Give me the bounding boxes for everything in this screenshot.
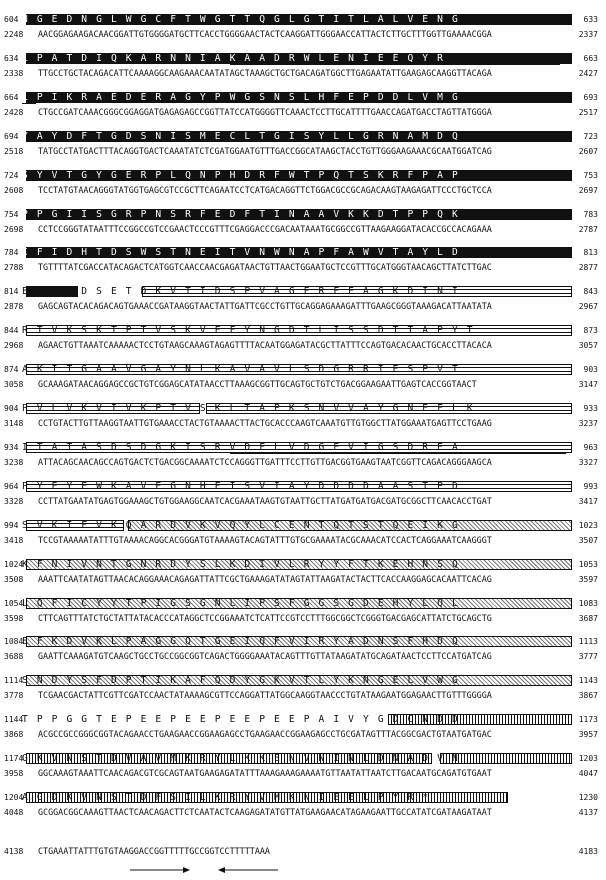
- nt-end-number: 4137: [578, 808, 598, 817]
- nt-end-number: 3237: [578, 419, 598, 428]
- motif-underline: [230, 453, 566, 454]
- arrow-left-icon: [218, 865, 278, 875]
- nt-end-number: 3597: [578, 574, 598, 584]
- protein-sequence: PVLVKVIVKPTVSKLTAPKSNVVAYGNEFLK: [22, 403, 482, 414]
- aa-end-number: 663: [583, 53, 598, 63]
- aa-end-number: 903: [583, 365, 598, 375]
- aa-end-number: 1083: [578, 598, 598, 608]
- aa-start-number: 724: [4, 170, 19, 180]
- aa-start-number: 754: [4, 209, 19, 219]
- protein-sequence: EFKDVKLPAGGQTGEIQFVIRYADNSFHDQ: [22, 636, 467, 648]
- dna-sequence: AAATTCAATATAGTTAACACAGGAAACAGAGATTATTCGCTGAAAGATATAGTATTAAGATACTACTTCACCAAGGAGCACAATTCACAG: [38, 573, 492, 584]
- protein-sequence: YAYDFTGDSNISMECLTGISYLLGRNAMDQ: [22, 130, 467, 142]
- aa-end-number: 843: [583, 287, 598, 297]
- motif-underline: [22, 103, 36, 104]
- nt-end-number: 4047: [578, 769, 598, 779]
- protein-sequence: RTVKSKTPTVSKVEFYNGDTLISSDTTAPYT: [22, 325, 482, 337]
- aa-start-number: 1204: [4, 793, 24, 802]
- protein-sequence: AKITGAAVGAYNLKAVAVLSDGRRIESPVT: [22, 364, 467, 376]
- aa-start-number: 1174: [4, 754, 24, 764]
- nt-end-number: 2697: [578, 185, 598, 195]
- protein-sequence: TPPGGTEPEEPEEPEEPEEPAIVYGDCNDD: [22, 714, 467, 726]
- nt-start-number: 4048: [4, 808, 24, 817]
- aa-end-number: 1023: [578, 520, 598, 530]
- dna-sequence: CTGCCGATCAAACGGGCGGAGGATGAGAGAGCCGGTTATCCATGGGGTTCAAACTCCTTGCATTTTGAACCAGATGACCTAGTTATGGGA: [38, 106, 492, 117]
- protein-sequence: AGDKVNSTDFSILKRYVMKNIEELPYR*: [22, 792, 438, 803]
- aa-end-number: 873: [583, 326, 598, 336]
- aa-start-number: 904: [4, 404, 19, 413]
- nt-start-number: 2248: [4, 30, 24, 39]
- protein-sequence: SVKIFVKQARDVKVQYLCENTQTSTQEIKG: [22, 519, 467, 531]
- nt-start-number: 3058: [4, 380, 24, 390]
- aa-end-number: 933: [583, 404, 598, 413]
- sequence-block: [0, 752, 606, 782]
- sequence-block: [0, 713, 606, 743]
- protein-sequence: CFIDHTDSWSTNEITVNWNAPFAWVTAYLD: [22, 247, 467, 259]
- nt-start-number: 3328: [4, 496, 24, 506]
- dna-sequence: TCGAACGACTATTCGTTCGATCCAACTATAAAAGCGTTCCAGGATTATGGCAAGGTAACCCTGTATAAGAATGGAGAACTTGTTTGGGGA: [38, 690, 492, 701]
- sequence-block: [0, 830, 606, 860]
- dna-sequence: CCTGTACTTGTTAAGGTAATTGTGAAACCTACTGTAAAACTTACTGCACCCAAGTCAAATGTTGTGGCTTATGGAAATGAGTTCCTGAAG: [38, 418, 492, 428]
- protein-sequence: SNDYSFDPTIKAFQDYGKVTLYKNGELVWG: [22, 675, 467, 687]
- sequence-block: [0, 130, 606, 160]
- aa-start-number: 1054: [4, 598, 24, 608]
- nt-start-number: 2518: [4, 146, 24, 156]
- aa-end-number: 1143: [578, 676, 598, 686]
- nt-end-number: 3147: [578, 380, 598, 390]
- aa-end-number: 1173: [578, 715, 598, 725]
- aa-start-number: 814: [4, 287, 19, 297]
- dna-sequence: TATGCCTATGACTTTACAGGTGACTCAAATATCTCGATGGAATGTTTGACCGGCATAAGCTACCTGTTGGGAAGAAACGCAATGGATCAG: [38, 145, 492, 156]
- dna-sequence: TGTTTTATCGACCATACAGACTCATGGTCAACCAACGAGATAACTGTTAACTGGAATGCTCCGTTTGCATGGGTAACAGCTTATCTTGAC: [38, 262, 492, 273]
- aa-start-number: 1114: [4, 676, 24, 686]
- sequence-block: [0, 363, 606, 393]
- aa-end-number: 1053: [578, 559, 598, 569]
- dna-sequence: TCCTATGTAACAGGGTATGGTGAGCGTCCGCTTCAGAATCCTCATGACAGGTTCTGGACGCCGCAGACAAGTAAGAGATTCCCTGCTCCA: [38, 184, 492, 195]
- protein-sequence: KFNIVNTGNRDYSLKDIVLRYYFTKEHNSQ: [22, 558, 467, 570]
- nt-end-number: 2877: [578, 263, 598, 273]
- nt-end-number: 3327: [578, 457, 598, 467]
- protein-sequence: PPGIISGRPNSRFEDFTINAAVKKDTPPQK: [22, 208, 467, 220]
- sequence-block: [0, 324, 606, 354]
- nt-end-number: 4183: [578, 846, 598, 856]
- sequence-block: [0, 91, 606, 121]
- nt-end-number: 2337: [578, 30, 598, 39]
- protein-sequence: LQFICYYTPIGSGNLIPSFGGSGDEHYLQL: [22, 597, 467, 609]
- nt-end-number: 3957: [578, 730, 598, 740]
- aa-end-number: 1113: [578, 637, 598, 647]
- nt-start-number: 2788: [4, 263, 24, 273]
- dna-sequence: CTTCAGTTTATCTGCTATTATACACCCATAGGCTCCGGAAATCTCATTCCGTCCTTTGGCGGCTCGGGTGACGAGCATTATCTGCAGCTG: [38, 612, 492, 623]
- aa-start-number: 634: [4, 53, 19, 63]
- sequence-block: [0, 597, 606, 627]
- motif-underline: [230, 64, 560, 65]
- protein-sequence: EQYTDSETDKVTIDSPVAGERFEAGKDINI: [22, 286, 467, 298]
- aa-end-number: 723: [583, 131, 598, 141]
- aa-start-number: 934: [4, 442, 19, 452]
- forward-arrow: [130, 860, 190, 870]
- nt-start-number: 2878: [4, 302, 24, 312]
- protein-sequence: PYEYEWKAVEGNHEISVIAYDDDDAASTPD: [22, 480, 467, 492]
- nt-start-number: 2428: [4, 107, 24, 117]
- dna-sequence: CTGAAATTATTTGTGTAAGGACCGGTTTTTGCCGGTCCTTTTTAAA: [38, 845, 270, 856]
- sequence-block: [0, 285, 606, 315]
- nt-end-number: 2607: [578, 146, 598, 156]
- protein-sequence: ITATASDSDGKISRVDFLVDGEVIGSDREA: [22, 441, 467, 453]
- nt-end-number: 3687: [578, 613, 598, 623]
- aa-start-number: 844: [4, 326, 19, 336]
- aa-start-number: 664: [4, 92, 19, 102]
- sequence-block: [0, 558, 606, 588]
- protein-sequence: NGEDNGLWGCFTWGTTQGLGTITLALVENG: [22, 14, 467, 25]
- aa-end-number: 693: [583, 92, 598, 102]
- sequence-block: [0, 519, 606, 549]
- nt-end-number: 2967: [578, 302, 598, 312]
- sequence-block: [0, 169, 606, 199]
- aa-end-number: 783: [583, 209, 598, 219]
- aa-end-number: 633: [583, 15, 598, 24]
- nt-end-number: 2427: [578, 68, 598, 78]
- sequence-block: [0, 635, 606, 665]
- dna-sequence: GCGGACGGCAAAGTTAACTCAACAGACTTCTCAATACTCAAGAGATATGTTATGAAGAACATAGAAGAATTGCCATATCGATAAGATAAT: [38, 807, 492, 817]
- sequence-block: [0, 246, 606, 276]
- protein-sequence: LPATDIQKARNNIAKAADRWLENIEEQYR: [22, 52, 452, 64]
- protein-sequence: GKVNSTDVAVMKRYLKKENVNINLDNADVN: [22, 753, 467, 765]
- dna-sequence: ACGCCGCCGGGCGGTACAGAACCTGAAGAACCGGAAGAGCCTGAAGAACCGGAAGAGCCTGCGATAGTTTACGGCGACTGTAATGATGAC: [38, 729, 492, 740]
- nt-start-number: 3508: [4, 574, 24, 584]
- aa-start-number: 604: [4, 15, 19, 24]
- aa-start-number: 994: [4, 520, 19, 530]
- reverse-arrow: [218, 860, 278, 870]
- aa-start-number: 964: [4, 481, 19, 491]
- sequence-block: [0, 13, 606, 43]
- sequence-block: [0, 674, 606, 704]
- nt-start-number: 4138: [4, 846, 24, 856]
- nt-start-number: 3778: [4, 691, 24, 701]
- nt-start-number: 2608: [4, 185, 24, 195]
- nt-end-number: 2517: [578, 107, 598, 117]
- aa-end-number: 963: [583, 442, 598, 452]
- dna-sequence: GCAAAGATAACAGGAGCCGCTGTCGGAGCATATAACCTTAAAGCGGTTGCAGTGCTGTCTGACGGAAGAATTGAGTCACCGGTAACT: [38, 379, 477, 390]
- arrow-right-icon: [130, 865, 190, 875]
- protein-sequence: LPIKRAEDERAGYPWGSNSLHFEPDDLVMG: [22, 91, 467, 103]
- dna-sequence: TCCGTAAAAATATTTGTAAAACAGGCACGGGATGTAAAAGTACAGTATTTGTGCGAAAATACGCAAACATCCACTCAGGAAATCAAGGGT: [38, 534, 492, 545]
- aa-end-number: 1203: [578, 754, 598, 764]
- aa-start-number: 694: [4, 131, 19, 141]
- dna-sequence: GGCAAAGTAAATTCAACAGACGTCGCAGTAATGAAGAGATATTTAAAGAAAGAAAATGTTAATATTAATCTTGACAATGCAGATGTGAAT: [38, 768, 492, 779]
- sequence-block: [0, 402, 606, 432]
- nt-start-number: 3238: [4, 457, 24, 467]
- aa-start-number: 874: [4, 365, 19, 375]
- sequence-block: [0, 208, 606, 238]
- sequence-block: [0, 480, 606, 510]
- aa-end-number: 993: [583, 481, 598, 491]
- dna-sequence: AGAACTGTTAAATCAAAAACTCCTGTAAGCAAAGTAGAGTTTTACAATGGAGATACGCTTATTTCCAGTGACACAACTGCACCTTACACA: [38, 340, 492, 351]
- nt-start-number: 3418: [4, 535, 24, 545]
- nt-start-number: 2338: [4, 68, 24, 78]
- sequence-block: [0, 52, 606, 82]
- dna-sequence: CCTCCGGGTATAATTTCCGGCCGTCCGAACTCCCGTTTCGAGGACCCGACAATAAATGCGGCCGTTAAGAAGGATACACCGCCACAGAAA: [38, 223, 492, 234]
- sequence-block: [0, 791, 606, 821]
- aa-end-number: 813: [583, 248, 598, 258]
- dna-sequence: GAATTCAAAGATGTCAAGCTGCCTGCCGGCGGTCAGACTGGGGAAATACAGTTTGTTATAAGATATGCAGATAACTCCTTCCATGATCAG: [38, 651, 492, 662]
- dna-sequence: CCTTATGAATATGAGTGGAAAGCTGTGGAAGGCAATCACGAAATAAGTGTAATTGCTTATGATGATGACGATGCGGCTTCAACACCTGAT: [38, 495, 492, 506]
- nt-end-number: 3417: [578, 496, 598, 506]
- nt-start-number: 3868: [4, 730, 24, 740]
- nt-start-number: 3598: [4, 613, 24, 623]
- aa-end-number: 753: [583, 170, 598, 180]
- protein-sequence: SYVTGYGERPLQNPHDRFWTPQTSKRFPAP: [22, 169, 467, 181]
- nt-start-number: 2698: [4, 224, 24, 234]
- nt-start-number: 3958: [4, 769, 24, 779]
- aa-end-number: 1230: [578, 793, 598, 802]
- aa-start-number: 784: [4, 248, 19, 258]
- nt-end-number: 3507: [578, 535, 598, 545]
- nt-start-number: 3688: [4, 652, 24, 662]
- dna-sequence: ATTACAGCAACAGCCAGTGACTCTGACGGCAAAATCTCCAGGGTTGATTTCCTTGTTGACGGTGAAGTAATCGGTTCAGACAGGGAAGCA: [38, 456, 492, 467]
- aa-start-number: 1024: [4, 559, 24, 569]
- protein-sequence: [22, 831, 570, 842]
- dna-sequence: GAGCAGTACACAGACAGTGAAACCGATAAGGTAACTATTGATTCGCCTGTTGCAGGAGAAAGATTTGAAGCGGGTAAAGACATTAATATA: [38, 301, 492, 312]
- nt-end-number: 3057: [578, 341, 598, 351]
- nt-end-number: 3867: [578, 691, 598, 701]
- aa-start-number: 1084: [4, 637, 24, 647]
- nt-end-number: 3777: [578, 652, 598, 662]
- sequence-block: [0, 441, 606, 471]
- nt-start-number: 2968: [4, 341, 24, 351]
- nt-start-number: 3148: [4, 419, 24, 428]
- dna-sequence: TTGCCTGCTACAGACATTCAAAAGGCAAGAAACAATATAGCTAAAGCTGCTGACAGATGGCTTGAGAATATTGAAGAGCAAGGTTACAGA: [38, 67, 492, 78]
- dna-sequence: AACGGAGAAGACAACGGATTGTGGGGATGCTTCACCTGGGGAACTACTCAAGGATTGGGAACCATTACTCTTGCTTTGGTTGAAAACGGA: [38, 29, 492, 39]
- nt-end-number: 2787: [578, 224, 598, 234]
- aa-start-number: 1144: [4, 715, 24, 725]
